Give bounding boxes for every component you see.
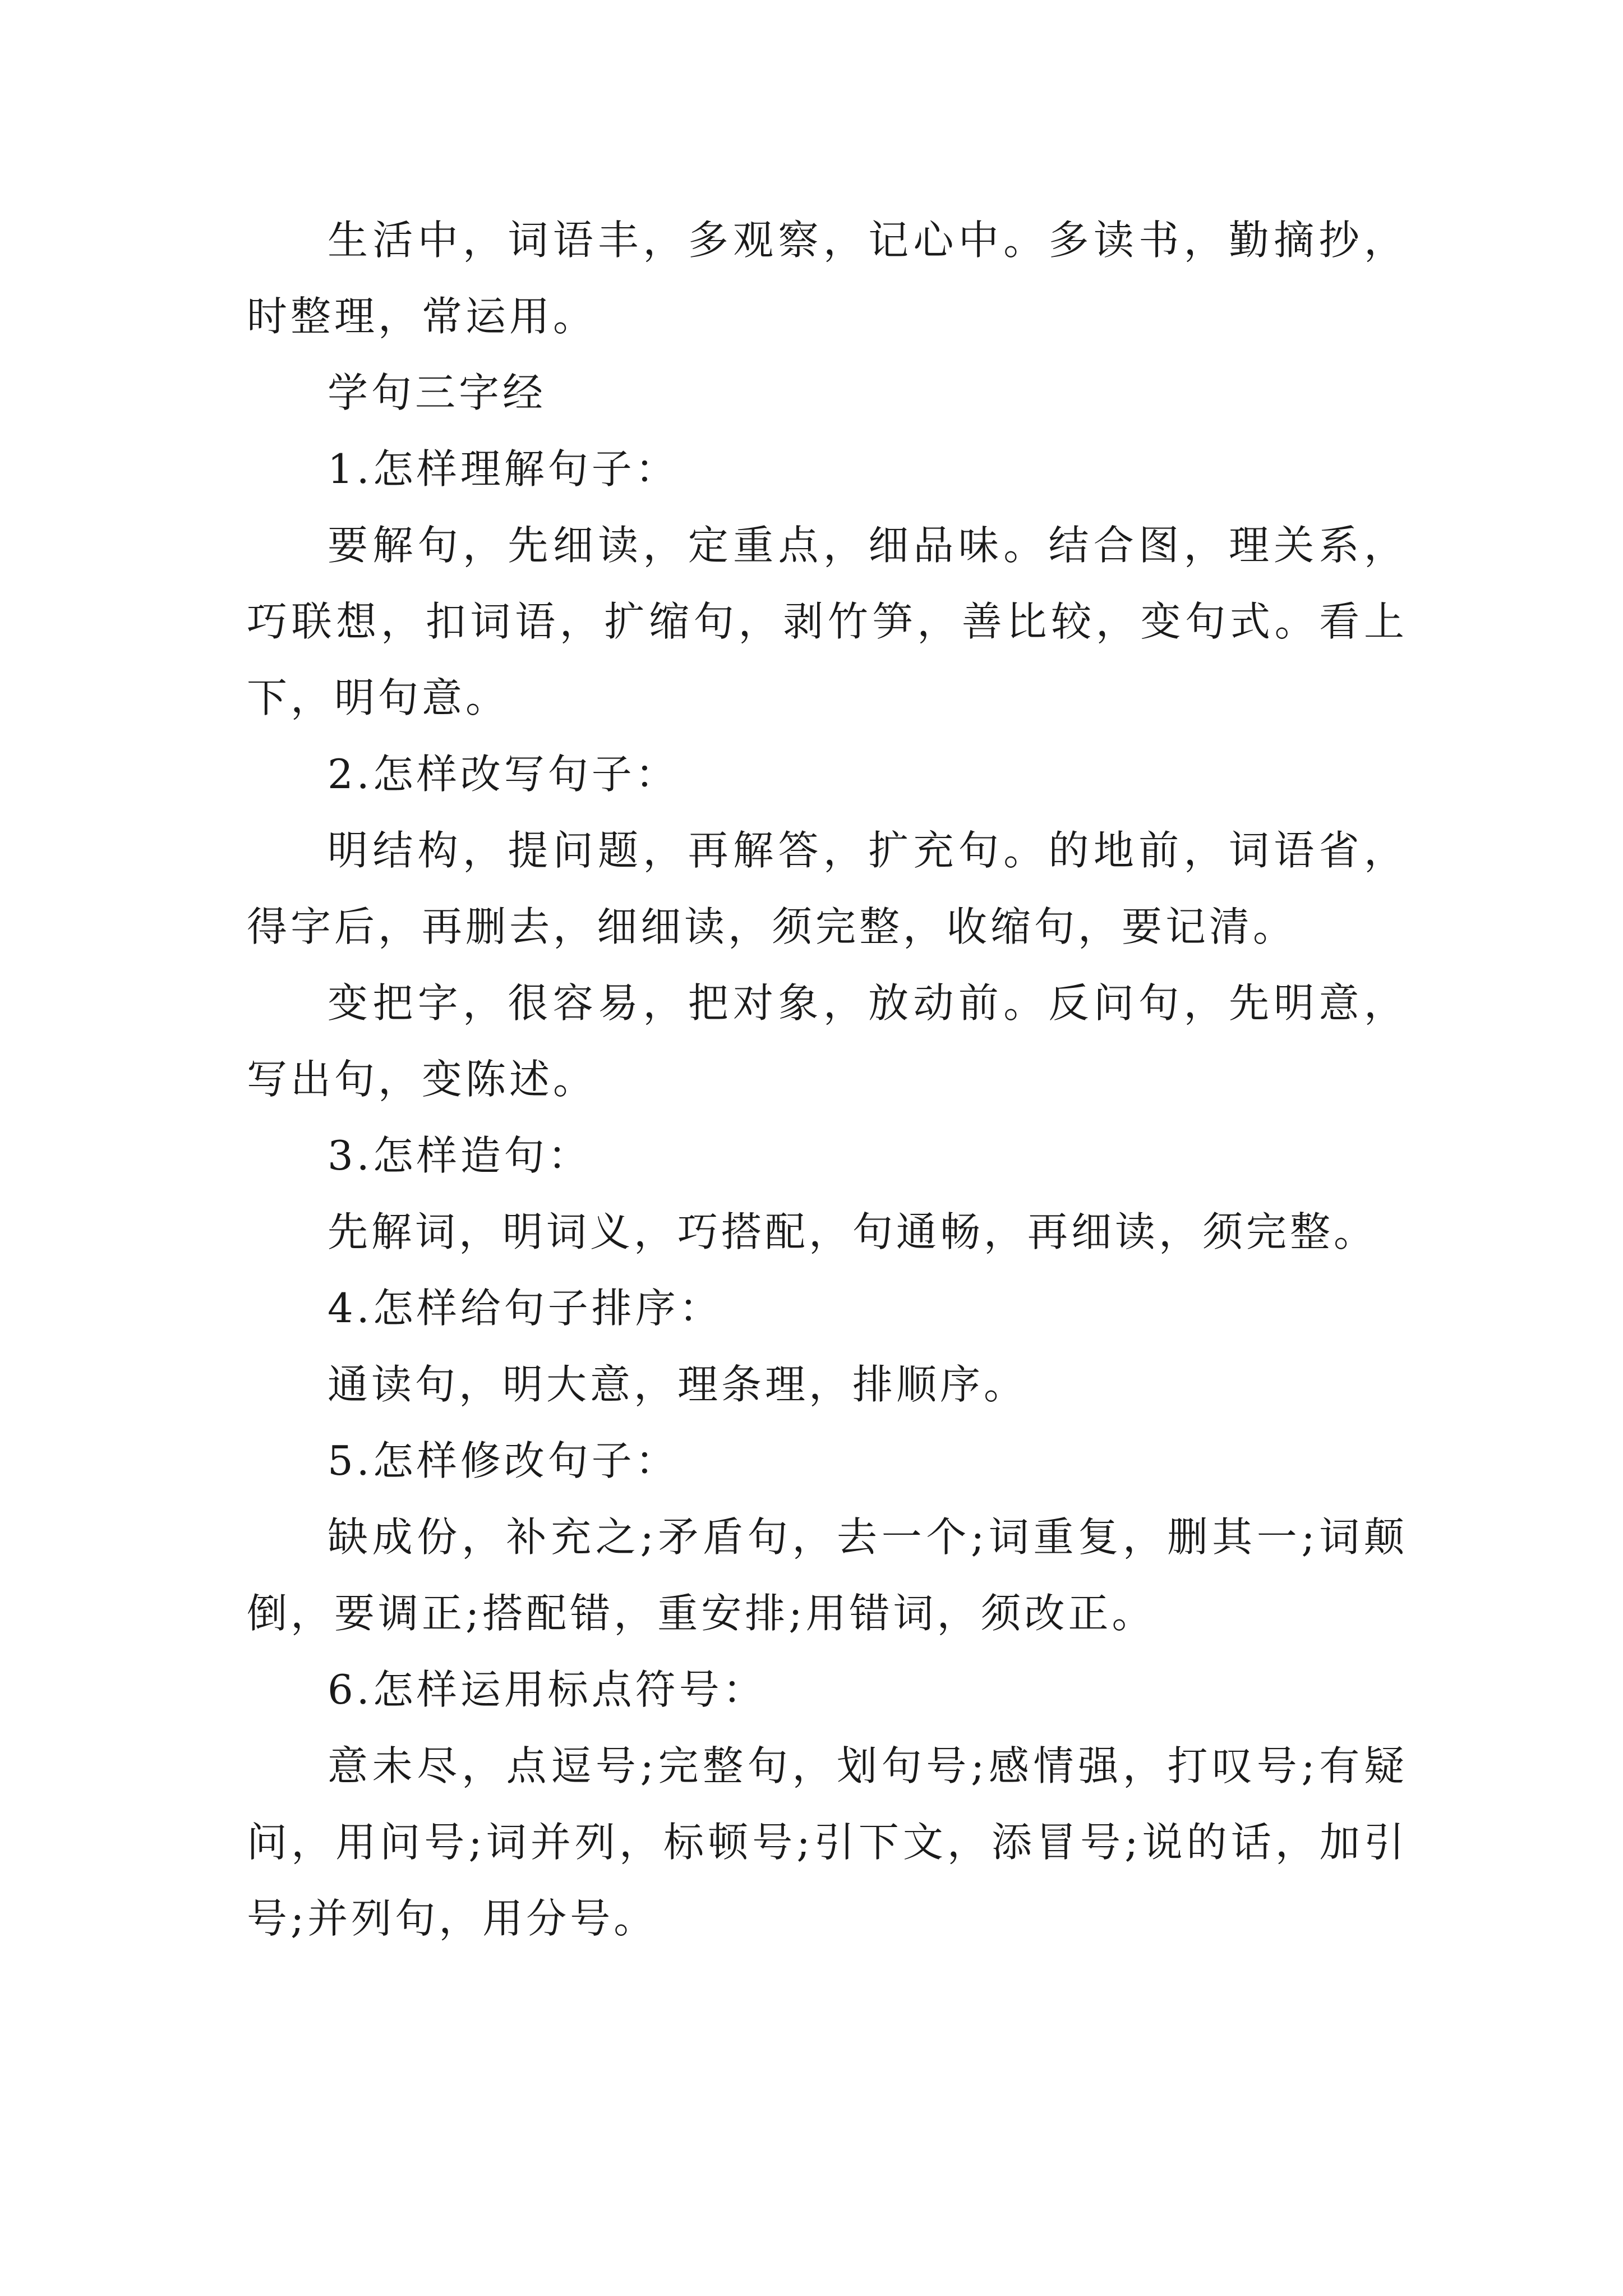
- heading-order-sentences: 4.怎样给句子排序：: [328, 1285, 723, 1332]
- paragraph-ba-sentences: 变把字，很容易，把对象，放动前。反问句，先明意，写出句，变陈述。: [247, 979, 1408, 1103]
- paragraph-make-sentences: 先解词，明词义，巧搭配，句通畅，再细读，须完整。: [328, 1208, 1378, 1255]
- paragraph-order-sentences: 通读句，明大意，理条理，排顺序。: [328, 1361, 1028, 1408]
- paragraph-understand-sentences: 要解句，先细读，定重点，细品味。结合图，理关系，巧联想，扣词语，扩缩句，剥竹笋，善比较，变句式。看上下，明句意。: [247, 522, 1408, 721]
- heading-make-sentences: 3.怎样造句：: [328, 1132, 592, 1179]
- paragraph-punctuation: 意未尽，点逗号;完整句，划句号;感情强，打叹号;有疑问，用问号;词并列，标顿号;引下文，添冒号;说的话，加引号;并列句，用分号。: [247, 1742, 1408, 1942]
- paragraph-rewrite-sentences: 明结构，提问题，再解答，扩充句。的地前，词语省，得字后，再删去，细细读，须完整，收缩句，要记清。: [247, 827, 1408, 950]
- section-heading-sentence-rhyme: 学句三字经: [328, 369, 547, 416]
- heading-revise-sentences: 5.怎样修改句子：: [328, 1437, 679, 1484]
- paragraph-revise-sentences: 缺成份，补充之;矛盾句，去一个;词重复，删其一;词颠倒，要调正;搭配错，重安排;用错词，须改正。: [247, 1513, 1408, 1637]
- heading-understand-sentences: 1.怎样理解句子：: [328, 445, 679, 493]
- heading-punctuation: 6.怎样运用标点符号：: [328, 1666, 767, 1713]
- heading-rewrite-sentences: 2.怎样改写句子：: [328, 751, 679, 798]
- document-body: [247, 202, 1408, 1957]
- paragraph-vocabulary-summary: 生活中，词语丰，多观察，记心中。多读书，勤摘抄，时整理，常运用。: [247, 217, 1408, 340]
